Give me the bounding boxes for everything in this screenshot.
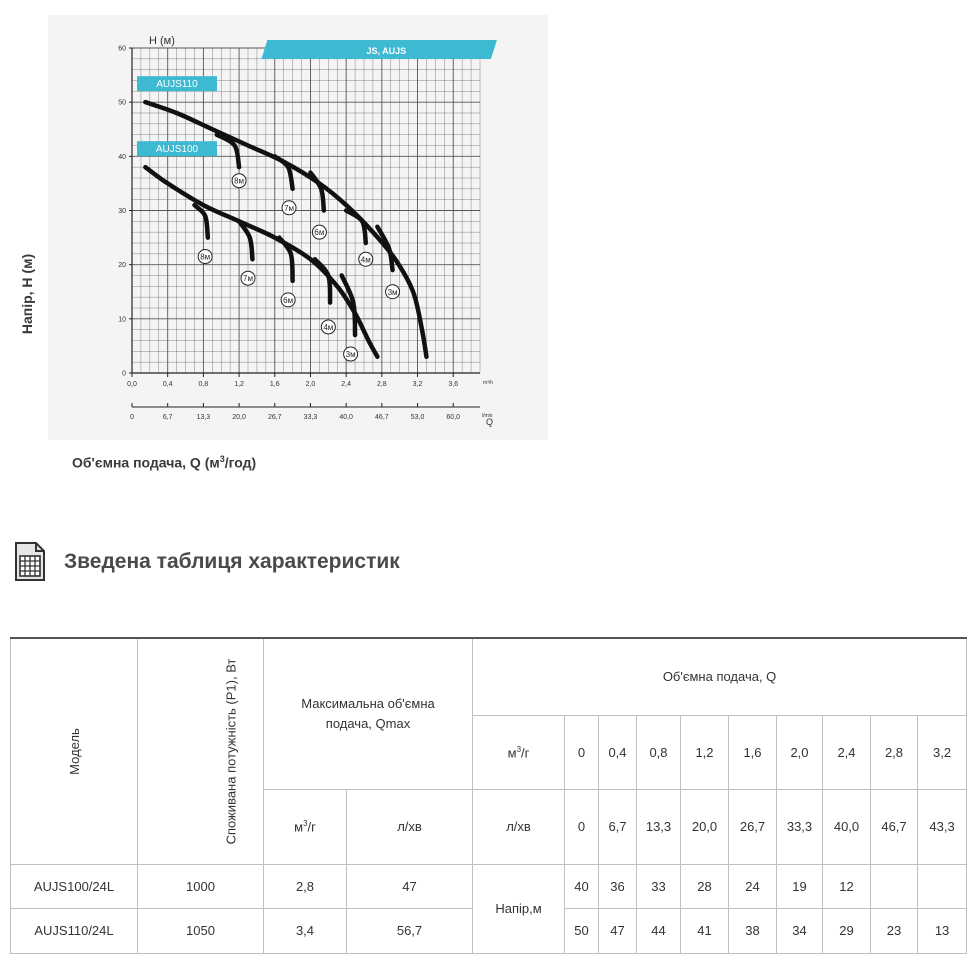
header-qmax-lmin: л/хв <box>347 789 473 864</box>
y-tick-label: 0 <box>122 370 126 378</box>
y-tick-label: 10 <box>118 316 126 324</box>
y-tick-label: 50 <box>118 99 126 107</box>
branch-label: 4м <box>360 255 371 265</box>
q-lmin-cell: 43,3 <box>918 789 967 864</box>
chart-axes <box>118 35 493 427</box>
banner-label: JS, AUJS <box>366 46 407 56</box>
x-tick-label: 3,6 <box>448 381 459 388</box>
head-cell <box>918 864 967 908</box>
head-cell: 47 <box>599 908 637 953</box>
y-axis-title: Напір, H (м) <box>19 253 35 335</box>
q-m3-cell: 2,4 <box>823 715 871 789</box>
x-tick-bottom-label: 60,0 <box>446 414 461 421</box>
header-m3: $м^3/г$ <box>473 715 565 789</box>
q-lmin-cell: 46,7 <box>871 789 918 864</box>
header-lmin: л/хв <box>473 789 565 864</box>
series-line-aujs100 <box>145 167 377 360</box>
x-tick-label: 3,2 <box>412 381 423 388</box>
section-heading <box>12 542 400 582</box>
x-tick-bottom-label: 46,7 <box>375 414 389 421</box>
header-head: Напір,м <box>473 864 565 953</box>
x-tick-bottom-label: 40,0 <box>339 414 353 421</box>
head-cell: 19 <box>777 864 823 908</box>
chart-labels <box>137 40 497 156</box>
x-tick-label: 0,8 <box>198 381 209 388</box>
row-power: 1050 <box>138 908 264 953</box>
x-tick-label: 0,0 <box>127 381 137 388</box>
branch-label: 3м <box>345 350 356 360</box>
chart-grid <box>132 48 480 373</box>
x-axis-title-main: Об'ємна подача, Q (м <box>72 454 220 471</box>
head-cell: 33 <box>637 864 681 908</box>
head-cell: 12 <box>823 864 871 908</box>
x-axis-title-end: /год) <box>224 454 257 471</box>
x-axis-title <box>72 454 256 471</box>
y-tick-label: 40 <box>118 153 126 161</box>
q-m3-cell: 1,6 <box>729 715 777 789</box>
x-tick-bottom-label: 20,0 <box>232 414 246 421</box>
x-tick-bottom-label: 26,7 <box>267 414 282 421</box>
q-m3-cell: 0 <box>565 715 599 789</box>
x-tick-label: 1,6 <box>269 381 280 388</box>
x-tick-label: 0,4 <box>162 381 173 388</box>
branch-label: 8м <box>234 176 245 186</box>
head-cell: 36 <box>599 864 637 908</box>
x-tick-bottom-label: 13,3 <box>196 414 211 421</box>
x-tick-bottom-label: 53,0 <box>410 414 425 421</box>
row-qmax-m3: 3,4 <box>264 908 347 953</box>
x-tick-label: 2,0 <box>305 381 316 388</box>
x-tick-bottom-label: 33,3 <box>303 414 318 421</box>
pump-curve-chart <box>48 15 548 440</box>
head-cell: 50 <box>565 908 599 953</box>
y-label-top: H (м) <box>149 35 175 47</box>
row-model: AUJS100/24L <box>11 864 138 908</box>
section-title: Зведена таблиця характеристик <box>64 550 400 573</box>
q-lmin-cell: 26,7 <box>729 789 777 864</box>
q-m3-cell: 0,8 <box>637 715 681 789</box>
q-lmin-cell: 13,3 <box>637 789 681 864</box>
header-qmax-m3: $м^3/г$ <box>264 789 347 864</box>
head-cell: 29 <box>823 908 871 953</box>
branch-label: 8м <box>200 252 211 262</box>
row-model: AUJS110/24L <box>11 908 138 953</box>
header-power: Споживана потужність (P1), Вт <box>138 638 264 864</box>
y-tick-label: 30 <box>118 208 126 215</box>
q-lmin-cell: 20,0 <box>681 789 729 864</box>
header-q: Об'ємна подача, Q <box>473 638 967 715</box>
q-lmin-cell: 0 <box>565 789 599 864</box>
branch-label: 6м <box>314 228 325 238</box>
head-cell: 24 <box>729 864 777 908</box>
x-tick-label: 1,2 <box>234 381 244 388</box>
head-cell <box>871 864 918 908</box>
branch-label: 4м <box>323 322 334 332</box>
q-lmin-cell: 40,0 <box>823 789 871 864</box>
branch-line <box>310 173 323 211</box>
x-unit-top: m³/h <box>483 380 493 386</box>
head-cell: 28 <box>681 864 729 908</box>
spec-table <box>10 637 967 954</box>
row-qmax-m3: 2,8 <box>264 864 347 908</box>
branch-line <box>346 211 366 244</box>
q-m3-cell: 2,8 <box>871 715 918 789</box>
x-tick-label: 2,4 <box>341 381 352 388</box>
x-tick-label: 2,8 <box>376 381 387 388</box>
head-cell: 34 <box>777 908 823 953</box>
x-tick-bottom-label: 6,7 <box>162 414 173 421</box>
branch-label: 3м <box>387 287 398 297</box>
x-tick-bottom-label: 0 <box>130 414 134 421</box>
x-axis-title-sup: 3 <box>219 454 225 464</box>
head-cell: 13 <box>918 908 967 953</box>
head-cell: 44 <box>637 908 681 953</box>
q-m3-cell: 3,2 <box>918 715 967 789</box>
y-tick-label: 20 <box>118 262 126 270</box>
header-qmax: Максимальна об'ємна подача, Qmax <box>264 638 473 789</box>
row-qmax-lmin: 56,7 <box>347 908 473 953</box>
head-cell: 40 <box>565 864 599 908</box>
branch-label: 7м <box>243 274 253 284</box>
series-label: AUJS110 <box>156 79 198 91</box>
q-m3-cell: 0,4 <box>599 715 637 789</box>
q-lmin-cell: 33,3 <box>777 789 823 864</box>
row-power: 1000 <box>138 864 264 908</box>
x-label-q: Q <box>486 417 494 427</box>
head-cell: 41 <box>681 908 729 953</box>
y-tick-label: 60 <box>118 45 126 53</box>
q-lmin-cell: 6,7 <box>599 789 637 864</box>
row-qmax-lmin: 47 <box>347 864 473 908</box>
branch-label: 7м <box>284 203 295 213</box>
series-label: AUJS100 <box>155 144 199 156</box>
table-document-icon <box>12 542 46 582</box>
branch-label: 6м <box>283 295 294 305</box>
chart-canvas <box>48 15 548 440</box>
x-unit-bottom: l/min <box>482 413 493 419</box>
head-cell: 23 <box>871 908 918 953</box>
header-model: Модель <box>11 638 138 864</box>
head-cell: 38 <box>729 908 777 953</box>
q-m3-cell: 2,0 <box>777 715 823 789</box>
q-m3-cell: 1,2 <box>681 715 729 789</box>
